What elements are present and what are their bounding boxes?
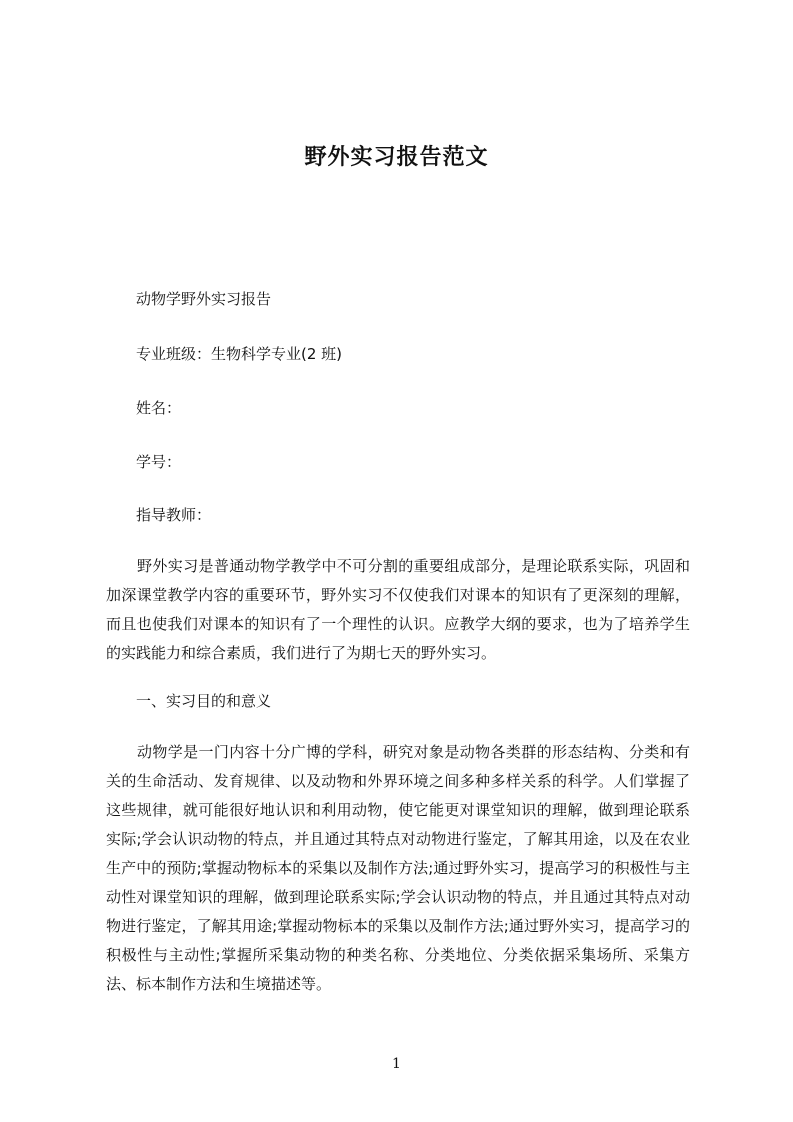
major-class-field: 专业班级：生物科学专业(2 班) [136, 345, 343, 363]
page-number: 1 [392, 1056, 401, 1072]
name-field: 姓名： [136, 399, 182, 417]
section-heading: 一、实习目的和意义 [136, 692, 272, 710]
intro-paragraph: 野外实习是普通动物学教学中不可分割的重要组成部分，是理论联系实际，巩固和加深课堂教学内容的重要环节，野外实习不仅使我们对课本的知识有了更深刻的理解，而且也使我们对课本的知识有了一个理性的认识。应教学大纲的要求，也为了培养学生的实践能力和综合素质，我们进行了为期七天的野外实习。 [106, 557, 690, 662]
document-title: 野外实习报告范文 [304, 145, 489, 170]
section-paragraph: 动物学是一门内容十分广博的学科，研究对象是动物各类群的形态结构、分类和有关的生命活动、发育规律、以及动物和外界环境之间多种多样关系的科学。人们掌握了这些规律，就可能很好地认识和利用动物，使它能更对课堂知识的理解，做到理论联系实际;学会认识动物的特点，并且通过其特点对动物进行鉴定，了解其用途，以及在农业生产中的预防;掌握动物标本的采集以及制作方法;通过野外实习，提高学习的积极性与主动性对课堂知识的理解，做到理论联系实际;学会认识动物的特点，并且通过其特点对动物进行鉴定，了解其用途;掌握动物标本的采集以及制作方法;通过野外实习，提高学习的积极性与主动性;掌握所采集动物的种类名称、分类地位、分类依据采集场所、采集方法、标本制作方法和生境描述等。 [106, 743, 690, 993]
report-subtitle: 动物学野外实习报告 [136, 290, 272, 308]
student-id-field: 学号： [136, 453, 182, 471]
advisor-field: 指导教师： [136, 506, 212, 524]
